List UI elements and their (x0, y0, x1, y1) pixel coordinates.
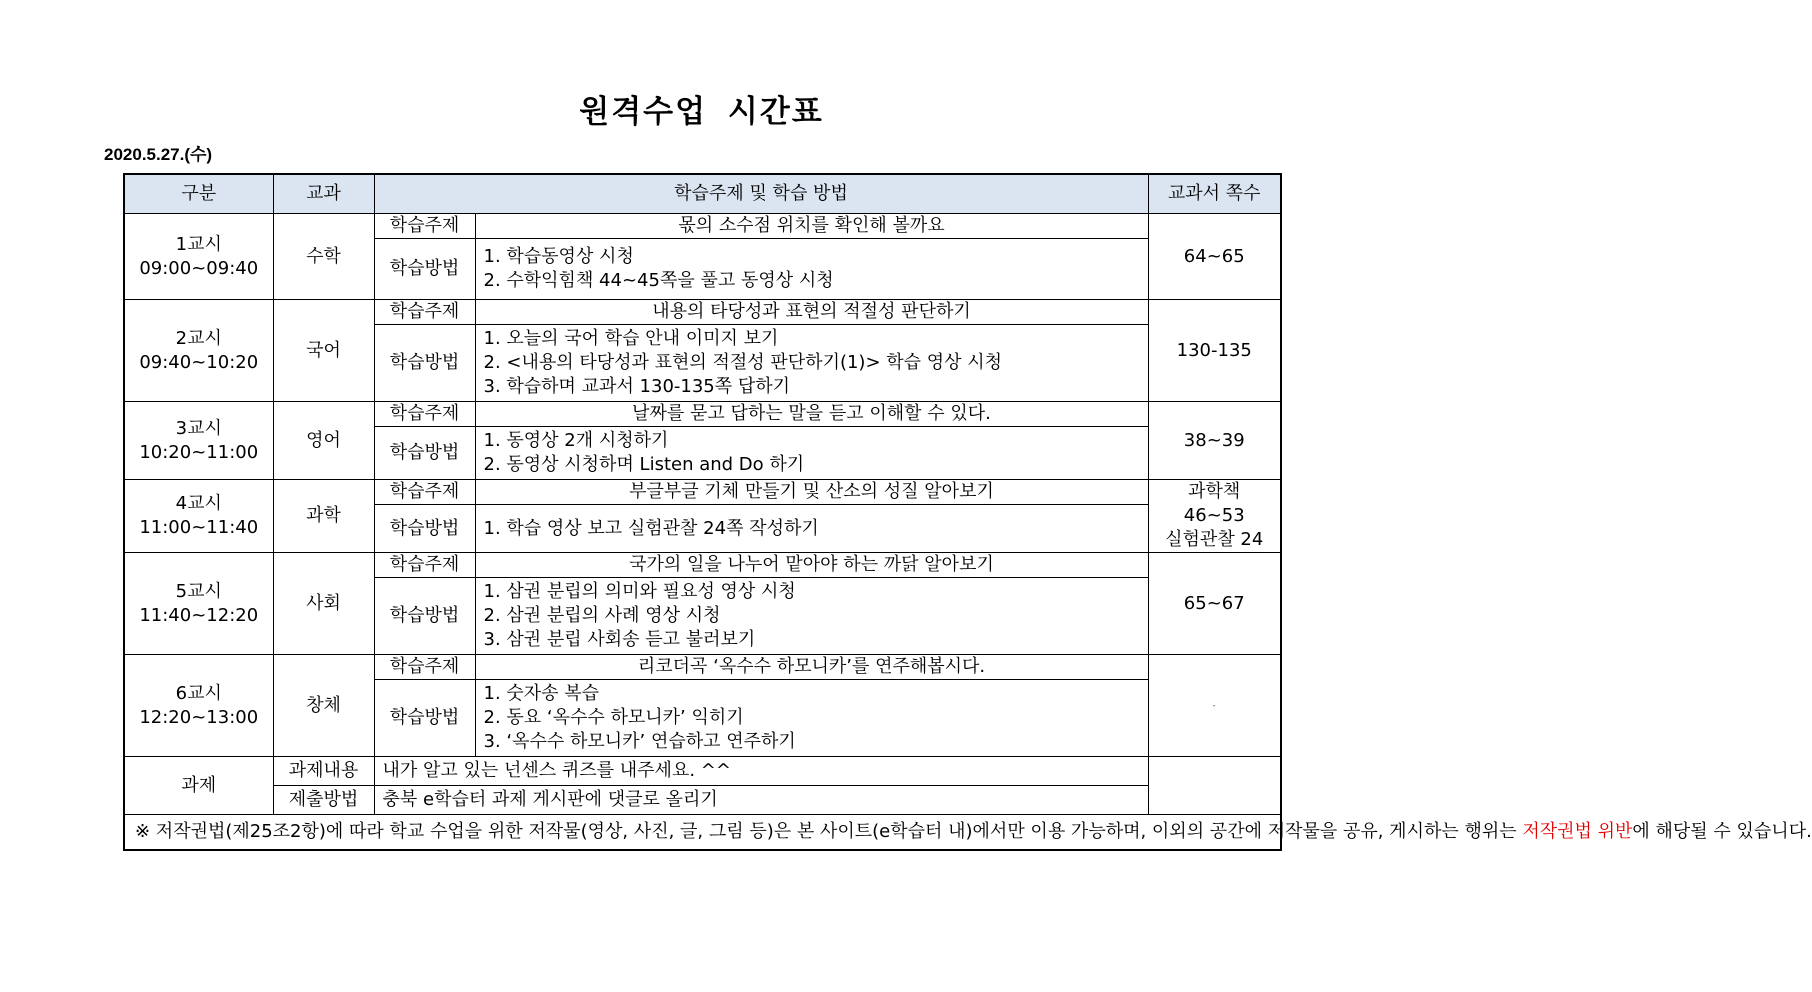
method-item: 1. 오늘의 국어 학습 안내 이미지 보기 (483, 328, 779, 349)
method-list (475, 427, 1148, 480)
method-item: 3. ‘옥수수 하모니카’ 연습하고 연주하기 (483, 731, 796, 752)
method-list (475, 239, 1148, 300)
pages-line: 실험관찰 24 (1165, 529, 1264, 550)
subject-cell: 사회 (273, 553, 374, 655)
period-time: 09:00~09:40 (139, 257, 259, 279)
header-category: 구분 (124, 174, 273, 214)
period-label: 2교시 (175, 327, 222, 349)
notice-text-end: 에 해당될 수 있습니다. (1632, 821, 1812, 842)
topic-text: 몫의 소수점 위치를 확인해 볼까요 (475, 214, 1148, 239)
homework-content-label: 과제내용 (273, 757, 374, 786)
header-row (124, 174, 1281, 214)
pages-cell: 130-135 (1148, 300, 1281, 402)
period-label: 6교시 (175, 682, 222, 704)
homework-empty-cell (1148, 757, 1281, 815)
topic-text: 리코더곡 ‘옥수수 하모니카’를 연주해봅시다. (475, 655, 1148, 680)
period-cell (124, 300, 273, 402)
method-item: 1. 학습 영상 보고 실험관찰 24쪽 작성하기 (483, 517, 819, 539)
topic-text: 국가의 일을 나누어 맡아야 하는 까닭 알아보기 (475, 553, 1148, 578)
period-cell (124, 655, 273, 757)
method-label: 학습방법 (374, 325, 475, 402)
method-item: 3. 학습하며 교과서 130-135쪽 답하기 (483, 376, 791, 397)
notice-text: ※ 저작권법(제25조2항)에 따라 학교 수업을 위한 저작물(영상, 사진, 글, 그림 등)은 본 사이트(e학습터 내)에서만 이용 가능하며, 이외의 공간에 저작물을 공유, 게시하는 행위는 (135, 821, 1523, 842)
homework-submit-label: 제출방법 (273, 786, 374, 815)
period-label: 3교시 (175, 417, 222, 439)
period-cell (124, 214, 273, 300)
pages-cell (1148, 480, 1281, 553)
topic-text: 날짜를 묻고 답하는 말을 듣고 이해할 수 있다. (475, 402, 1148, 427)
period-cell (124, 402, 273, 480)
method-list (475, 505, 1148, 553)
period-time: 11:00~11:40 (139, 517, 259, 538)
topic-label: 학습주제 (374, 480, 475, 505)
method-label: 학습방법 (374, 578, 475, 655)
method-item: 2. 삼권 분립의 사례 영상 시청 (483, 605, 721, 626)
homework-submit: 충북 e학습터 과제 게시판에 댓글로 올리기 (374, 786, 1148, 815)
subject-cell: 수학 (273, 214, 374, 300)
period-row (124, 553, 1281, 578)
method-list (475, 578, 1148, 655)
method-item: 3. 삼권 분립 사회송 듣고 불러보기 (483, 629, 756, 650)
method-item: 2. 동영상 시청하며 Listen and Do 하기 (483, 454, 805, 475)
period-label: 4교시 (175, 493, 222, 514)
subject-cell: 창체 (273, 655, 374, 757)
subject-cell: 과학 (273, 480, 374, 553)
topic-label: 학습주제 (374, 214, 475, 239)
subject-cell: 영어 (273, 402, 374, 480)
topic-label: 학습주제 (374, 553, 475, 578)
method-list (475, 680, 1148, 757)
header-topic-method: 학습주제 및 학습 방법 (374, 174, 1148, 214)
method-label: 학습방법 (374, 505, 475, 553)
period-cell (124, 480, 273, 553)
method-item: 2. 동요 ‘옥수수 하모니카’ 익히기 (483, 707, 744, 728)
period-time: 09:40~10:20 (139, 351, 259, 373)
pages-cell: 64~65 (1148, 214, 1281, 300)
timetable (123, 173, 1812, 851)
period-row (124, 300, 1281, 325)
topic-text: 부글부글 기체 만들기 및 산소의 성질 알아보기 (475, 480, 1148, 505)
period-row (124, 402, 1281, 427)
subject-cell: 국어 (273, 300, 374, 402)
period-label: 1교시 (175, 233, 222, 255)
method-item: 1. 숫자송 복습 (483, 683, 600, 704)
method-label: 학습방법 (374, 427, 475, 480)
homework-row (124, 757, 1281, 786)
topic-label: 학습주제 (374, 402, 475, 427)
method-item: 1. 학습동영상 시청 (483, 246, 634, 267)
pages-cell: - (1148, 655, 1281, 757)
period-time: 10:20~11:00 (139, 441, 259, 463)
method-item: 2. <내용의 타당성과 표현의 적절성 판단하기(1)> 학습 영상 시청 (483, 352, 1003, 373)
method-item: 1. 동영상 2개 시청하기 (483, 430, 669, 451)
topic-text: 내용의 타당성과 표현의 적절성 판단하기 (475, 300, 1148, 325)
homework-content: 내가 알고 있는 넌센스 퀴즈를 내주세요. ^^ (374, 757, 1148, 786)
topic-label: 학습주제 (374, 300, 475, 325)
notice-highlight: 저작권법 위반 (1522, 821, 1633, 842)
period-time: 11:40~12:20 (139, 604, 259, 626)
method-label: 학습방법 (374, 680, 475, 757)
method-item: 1. 삼권 분립의 의미와 필요성 영상 시청 (483, 581, 796, 602)
date-label: 2020.5.27.(수) (104, 145, 213, 164)
period-row (124, 480, 1281, 505)
pages-cell: 65~67 (1148, 553, 1281, 655)
pages-line: 46~53 (1183, 505, 1245, 526)
header-pages: 교과서 쪽수 (1148, 174, 1281, 214)
period-time: 12:20~13:00 (139, 706, 259, 728)
pages-line: 과학책 (1188, 481, 1241, 502)
homework-submit-row (124, 786, 1281, 815)
method-list (475, 325, 1148, 402)
topic-label: 학습주제 (374, 655, 475, 680)
header-subject: 교과 (273, 174, 374, 214)
period-row (124, 655, 1281, 680)
method-item: 2. 수학익힘책 44~45쪽을 풀고 동영상 시청 (483, 270, 834, 291)
copyright-notice (124, 815, 1812, 851)
period-label: 5교시 (175, 580, 222, 602)
method-label: 학습방법 (374, 239, 475, 300)
page-title: 원격수업 시간표 (579, 94, 824, 130)
homework-label: 과제 (124, 757, 273, 815)
notice-row (124, 815, 1281, 851)
period-cell (124, 553, 273, 655)
period-row (124, 214, 1281, 239)
pages-cell: 38~39 (1148, 402, 1281, 480)
